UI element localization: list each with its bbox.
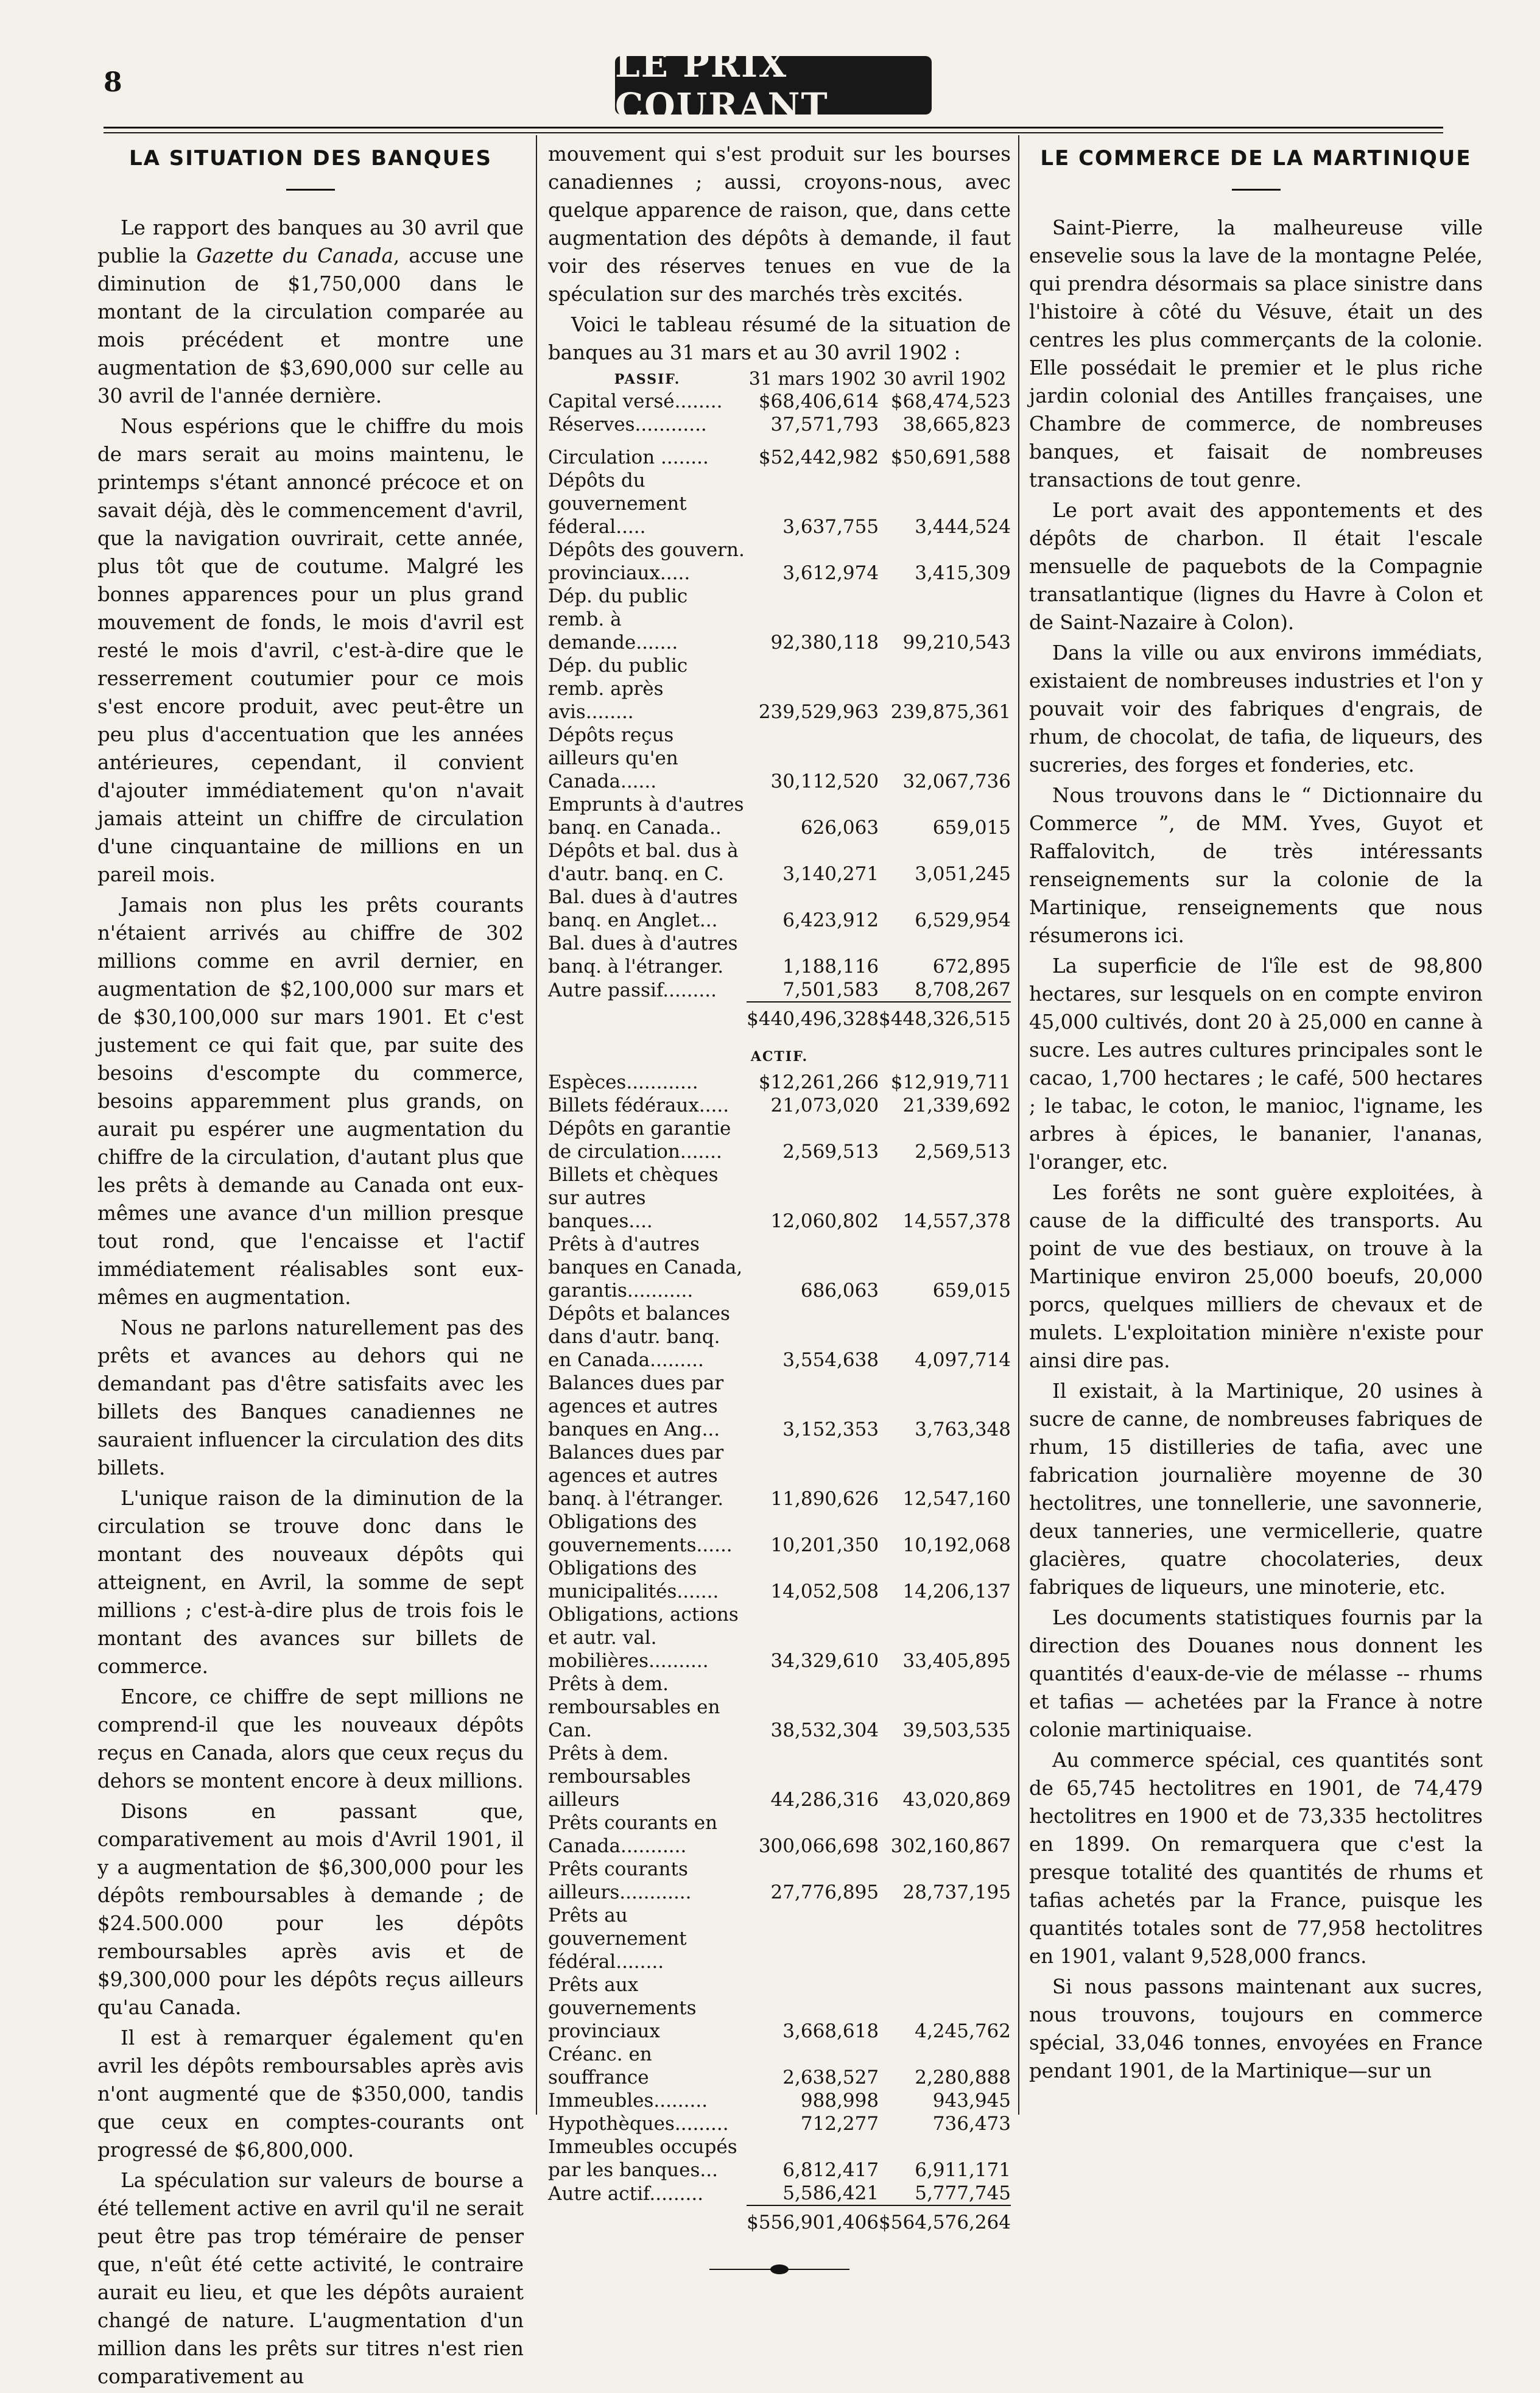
actif-rows xyxy=(548,1071,1011,2205)
value-mars: 3,554,638 xyxy=(782,1349,879,1371)
paragraph: Il existait, à la Martinique, 20 usines à sucre de canne, de nombreuses fabriques de rhum, 15 distilleries de tafia, avec une fabrication journalière moyenne de 30 hectolitres, une tonnellerie, une savonnerie, deux tanneries, une vermicellerie, quatre glacières, quatre chocolateries, deux fabriques de liqueurs, une minoterie, etc. xyxy=(1029,1380,1483,1599)
table-row xyxy=(548,585,1011,654)
table-row xyxy=(548,469,1011,538)
table-row xyxy=(548,2182,1011,2205)
value-mars: $68,406,614 xyxy=(758,390,879,412)
value-avril: $50,691,588 xyxy=(890,446,1011,468)
row-label: Prêts courants ailleurs............ xyxy=(548,1858,692,1903)
masthead-logo: LE PRIX COURANT xyxy=(615,56,932,115)
value-mars: $12,261,266 xyxy=(758,1071,879,1093)
heading-rule xyxy=(1232,189,1281,191)
value-mars: 1,188,116 xyxy=(782,956,879,978)
column-banques xyxy=(97,140,524,2393)
passif-total-mars: $440,496,328 xyxy=(747,1002,879,1034)
paragraph: Les forêts ne sont guère exploitées, à cause de la difficulté des transports. Au point de vue des bestiaux, on trouve à la Martinique environ 25,000 boeufs, 20,000 porcs, quelques milliers de chevaux et de mulets. L'exploitation minière n'existe pour ainsi dire pas. xyxy=(1029,1181,1483,1372)
value-avril: 3,415,309 xyxy=(915,562,1011,584)
table-row xyxy=(548,724,1011,793)
gap-cell xyxy=(548,436,1011,446)
table-row xyxy=(548,1811,1011,1858)
value-avril: $68,474,523 xyxy=(890,390,1011,412)
value-avril: 43,020,869 xyxy=(902,1789,1011,1811)
table-row xyxy=(548,390,1011,413)
table-row xyxy=(548,2089,1011,2112)
value-avril: 14,206,137 xyxy=(902,1581,1011,1602)
bank-statement-table xyxy=(548,369,1011,2238)
heading-rule xyxy=(286,189,335,191)
column-header-avril: 30 avril 1902 xyxy=(883,368,1007,390)
row-label: Autre actif......... xyxy=(548,2183,704,2205)
table-row xyxy=(548,839,1011,886)
value-avril: 3,051,245 xyxy=(915,863,1011,885)
value-avril: 659,015 xyxy=(932,1280,1011,1302)
table-row xyxy=(548,2135,1011,2182)
paragraph: Saint-Pierre, la malheureuse ville ensevelie sous la lave de la montagne Pelée, qui prendra désormais sa place sinistre dans l'histoire à côté du Vésuve, était un des centres les plus commerçants de la colonie. Elle possédait le premier et le plus riche jardin colonial des Antilles françaises, une Chambre de commerce, de nombreuses banques, et faisait de nombreuses transactions de tout genre. xyxy=(1029,216,1483,492)
paragraph: Jamais non plus les prêts courants n'étaient arrivés au chiffre de 302 millions comme en avril dernier, en augmentation de $2,100,000 sur mars et de $30,100,000 sur mars 1901. Et c'est justement ce qui fait que, par suite des besoins d'escompte du commerce, besoins apparemment plus grands, on aurait pu espérer une augmentation du chiffre de la circulation, d'autant plus que les prêts à demande au Canada ont eux-mêmes une avance d'un million presque tout rond, que l'encaisse et l'actif immédiatement réalisables sont eux-mêmes en augmentation. xyxy=(97,893,524,1309)
value-mars: 712,277 xyxy=(800,2113,879,2135)
value-mars: 5,586,421 xyxy=(782,2182,879,2204)
value-mars: 686,063 xyxy=(800,1280,879,1302)
table-row xyxy=(548,1233,1011,1302)
table-header-row xyxy=(548,369,1011,390)
row-label: Dép. du public remb. après avis........ xyxy=(548,655,688,723)
row-label: Espèces............ xyxy=(548,1071,698,1093)
value-avril: 14,557,378 xyxy=(902,1210,1011,1232)
row-label: Capital versé........ xyxy=(548,390,723,412)
row-label: Prêts à dem. remboursables en Can. xyxy=(548,1673,720,1741)
paragraph: Les documents statistiques fournis par la direction des Douanes nous donnent les quantités d'eaux-de-vie de mélasse -- rhums et tafias — achetées par la France à notre colonie martiniquaise. xyxy=(1029,1606,1483,1741)
value-avril: 302,160,867 xyxy=(890,1835,1011,1857)
table-row xyxy=(548,1094,1011,1117)
value-avril: 28,737,195 xyxy=(902,1881,1011,1903)
value-mars: 44,286,316 xyxy=(770,1789,879,1811)
value-mars: 6,423,912 xyxy=(782,909,879,931)
row-label: Immeubles occupés par les banques... xyxy=(548,2136,737,2181)
value-mars: 34,329,610 xyxy=(770,1650,879,1672)
value-mars: 6,812,417 xyxy=(782,2159,879,2181)
table-row xyxy=(548,1071,1011,1094)
row-label: Dép. du public remb. à demande....... xyxy=(548,585,688,654)
column-martinique xyxy=(1029,140,1483,2087)
table-row xyxy=(548,538,1011,585)
table-row xyxy=(548,1117,1011,1163)
value-mars: 37,571,793 xyxy=(770,414,879,435)
paragraph: Nous trouvons dans le “ Dictionnaire du Commerce ”, de MM. Yves, Guyot et Raffalovitch, de très intéressants renseignements sur la colonie de la Martinique, renseignements que nous résumerons ici. xyxy=(1029,784,1483,947)
value-avril: 4,245,762 xyxy=(915,2020,1011,2042)
table-row xyxy=(548,413,1011,436)
paragraph: Si nous passons maintenant aux sucres, nous trouvons, toujours en commerce spécial, 33,046 tonnes, envoyées en France pendant 1901, de la Martinique—sur un xyxy=(1029,1975,1483,2082)
column-header-mars: 31 mars 1902 xyxy=(748,368,877,390)
value-avril: 33,405,895 xyxy=(902,1650,1011,1672)
column-separator-2 xyxy=(1018,135,1019,2115)
table-row xyxy=(548,446,1011,469)
value-avril: 39,503,535 xyxy=(902,1719,1011,1741)
value-mars: 12,060,802 xyxy=(770,1210,879,1232)
row-label: Dépôts et balances dans d'autr. banq. en Canada......... xyxy=(548,1303,730,1371)
row-label: Hypothèques......... xyxy=(548,2113,729,2135)
value-mars: 626,063 xyxy=(800,817,879,839)
row-label: Circulation ........ xyxy=(548,446,709,468)
actif-total-row xyxy=(548,2205,1011,2238)
row-label: Immeubles......... xyxy=(548,2090,708,2112)
row-label: Réserves............ xyxy=(548,414,707,435)
passif-label: PASSIF. xyxy=(614,372,681,387)
table-row xyxy=(548,886,1011,932)
paragraph: Encore, ce chiffre de sept millions ne comprend-il que les nouveaux dépôts reçus en Canada, alors que ceux reçus du dehors se montent encore à deux millions. xyxy=(97,1685,524,1792)
value-avril: 2,569,513 xyxy=(915,1141,1011,1163)
row-label: Prêts à dem. remboursables ailleurs xyxy=(548,1743,691,1811)
row-label: Billets et chèques sur autres banques.... xyxy=(548,1164,719,1232)
value-avril: 672,895 xyxy=(932,956,1011,978)
row-label: Dépôts reçus ailleurs qu'en Canada...... xyxy=(548,724,678,792)
row-label: Bal. dues à d'autres banq. en Anglet... xyxy=(548,886,738,931)
value-mars: 3,140,271 xyxy=(782,863,879,885)
row-label: Prêts à d'autres banques en Canada, garantis........... xyxy=(548,1233,743,1302)
passif-total-row xyxy=(548,1002,1011,1034)
value-mars: 3,612,974 xyxy=(782,562,879,584)
table-row xyxy=(548,1973,1011,2043)
table-row xyxy=(548,1441,1011,1510)
row-label: Créanc. en souffrance xyxy=(548,2043,652,2088)
table-row xyxy=(548,1510,1011,1557)
value-avril: 659,015 xyxy=(932,817,1011,839)
row-label: Emprunts à d'autres banq. en Canada.. xyxy=(548,794,744,839)
table-row xyxy=(548,932,1011,978)
row-label: Prêts au gouvernement fédéral........ xyxy=(548,1905,687,1973)
row-label: Prêts aux gouvernements provinciaux xyxy=(548,1974,697,2042)
value-mars: 3,668,618 xyxy=(782,2020,879,2042)
paragraph: Le port avait des appontements et des dépôts de charbon. Il était l'escale mensuelle de paquebots de la Compagnie transatlantique (lignes du Havre à Colon et de Saint-Nazaire à Colon). xyxy=(1029,499,1483,634)
paragraph: La superficie de l'île est de 98,800 hectares, sur lesquels on en compte environ 45,000 cultivés, dont 20 à 25,000 en canne à sucre. Les autres cultures principales sont le cacao, 1,700 hectares ; le café, 500 hectares ; le tabac, le coton, le manioc, l'igname, les arbres à épices, le bananier, l'ananas, l'oranger, etc. xyxy=(1029,954,1483,1174)
value-avril: 32,067,736 xyxy=(902,770,1011,792)
table-row xyxy=(548,1163,1011,1233)
value-avril: 6,529,954 xyxy=(915,909,1011,931)
value-mars: 30,112,520 xyxy=(770,770,879,792)
table-row xyxy=(548,1302,1011,1372)
value-avril: 8,708,267 xyxy=(915,979,1011,1001)
value-avril: 3,763,348 xyxy=(915,1419,1011,1440)
paragraph: Il est à remarquer également qu'en avril les dépôts remboursables après avis n'ont augmenté que de $350,000, tandis que ceux en comptes-courants ont progressé de $6,800,000. xyxy=(97,2026,524,2162)
actif-label: ACTIF. xyxy=(750,1049,809,1065)
row-label: Balances dues par agences et autres banques en Ang... xyxy=(548,1372,724,1440)
value-avril: 5,777,745 xyxy=(915,2182,1011,2204)
value-mars: 21,073,020 xyxy=(770,1094,879,1116)
table-row xyxy=(548,1742,1011,1811)
actif-total-avril: $564,576,264 xyxy=(879,2205,1011,2238)
row-label: Billets fédéraux..... xyxy=(548,1094,730,1116)
value-mars: 7,501,583 xyxy=(782,979,879,1001)
table-row xyxy=(548,1904,1011,1973)
row-label: Dépôts du gouvernement féderal..... xyxy=(548,470,687,538)
value-avril: 943,945 xyxy=(932,2090,1011,2112)
paragraph: mouvement qui s'est produit sur les bourses canadiennes ; aussi, croyons-nous, avec quelque apparence de raison, que, dans cette augmentation des dépôts à demande, il faut voir des réserves tenues en vue de la spéculation sur des marchés très excités. xyxy=(548,143,1011,306)
value-avril: 12,547,160 xyxy=(902,1488,1011,1510)
total-label xyxy=(548,2205,747,2238)
value-mars: 27,776,895 xyxy=(770,1881,879,1903)
total-label xyxy=(548,1002,747,1034)
paragraph: Nous ne parlons naturellement pas des prêts et avances au dehors qui ne demandant pas d'être satisfaits avec les billets des Banques canadiennes ne sauraient influencer la circulation des dits billets. xyxy=(97,1316,524,1479)
paragraph: Nous espérions que le chiffre du mois de mars serait au moins maintenu, le printemps s'étant annoncé précoce et on savait déjà, dès le commencement d'avril, que la navigation ouvrirait, cette année, plus tôt que de coutume. Malgré les bonnes apparences pour un plus grand mouvement de fonds, le mois d'avril est resté le mois d'avril, c'est-à-dire que le resserrement coutumier pour ce mois s'est encore produit, avec peut-être un peu plus d'accentuation que les années antérieures, cependant, il convient d'ajouter immédiatement qu'on n'avait jamais atteint un chiffre de circulation d'une cinquantaine de millions en un pareil mois. xyxy=(97,415,524,886)
table-row xyxy=(548,2043,1011,2089)
end-ornament xyxy=(709,2263,849,2275)
passif-total-avril: $448,326,515 xyxy=(879,1002,1011,1034)
table-row xyxy=(548,2112,1011,2135)
value-avril: 10,192,068 xyxy=(902,1534,1011,1556)
paragraph: Au commerce spécial, ces quantités sont de 65,745 hectolitres en 1901, de 74,479 hectolitres en 1900 et de 73,335 hectolitres en 1899. On remarquera que c'est la presque totalité des quantités de rhums et tafias achetés par la France, puisque les quantités totales sont de 77,958 hectolitres en 1901, valant 9,528,000 francs. xyxy=(1029,1749,1483,1968)
row-label: Dépôts et bal. dus à d'autr. banq. en C. xyxy=(548,840,739,885)
table-row xyxy=(548,1672,1011,1742)
row-label: Dépôts des gouvern. provinciaux..... xyxy=(548,539,745,584)
value-mars xyxy=(747,1904,879,1973)
row-gap xyxy=(548,436,1011,446)
table-row xyxy=(548,1372,1011,1441)
table-row xyxy=(548,978,1011,1002)
value-mars: 14,052,508 xyxy=(770,1581,879,1602)
value-mars: 3,152,353 xyxy=(782,1419,879,1440)
value-mars: 3,637,755 xyxy=(782,516,879,538)
paragraph: Le rapport des banques au 30 avril que publie la Gazette du Canada, accuse une diminution de $1,750,000 dans le montant de la circulation comparée au mois précédent et montre une augmentation de $3,690,000 sur celle au 30 avril de l'année dernière. xyxy=(97,216,524,407)
paragraph: La spéculation sur valeurs de bourse a été tellement active en avril qu'il ne serait peut être pas trop téméraire de penser que, n'eût été cette activité, le contraire aurait eu lieu, et que les dépôts auraient changé de nature. L'augmentation d'un million dans les prêts sur titres n'est rien comparativement au xyxy=(97,2169,524,2388)
value-avril: 239,875,361 xyxy=(890,701,1011,723)
value-mars: 11,890,626 xyxy=(770,1488,879,1510)
paragraph: Voici le tableau résumé de la situation de banques au 31 mars et au 30 avril 1902 : xyxy=(548,313,1011,364)
top-rule xyxy=(104,127,1443,133)
value-avril: 38,665,823 xyxy=(902,414,1011,435)
value-mars: $52,442,982 xyxy=(758,446,879,468)
table-row xyxy=(548,654,1011,724)
value-avril: 21,339,692 xyxy=(902,1094,1011,1116)
actif-section-row xyxy=(548,1034,1011,1071)
row-label: Dépôts en garantie de circulation....... xyxy=(548,1118,731,1163)
value-avril xyxy=(879,1904,1011,1973)
page-number: 8 xyxy=(104,67,122,98)
table-row xyxy=(548,793,1011,839)
row-label: Autre passif......... xyxy=(548,979,717,1001)
paragraph: Disons en passant que, comparativement au mois d'Avril 1901, il y a augmentation de $6,300,000 pour les dépôts remboursables à demande ; de $24.500.000 pour les dépôts remboursables après avis et de $9,300,000 pour les dépôts reçus ailleurs qu'au Canada. xyxy=(97,1800,524,2019)
value-mars: 2,569,513 xyxy=(782,1141,879,1163)
value-avril: 99,210,543 xyxy=(902,632,1011,654)
row-label: Obligations des municipalités....... xyxy=(548,1557,719,1602)
value-avril: 2,280,888 xyxy=(915,2067,1011,2088)
row-label: Balances dues par agences et autres banq. à l'étranger. xyxy=(548,1442,724,1510)
table-row xyxy=(548,1603,1011,1672)
article-heading-banques: LA SITUATION DES BANQUES xyxy=(128,146,493,171)
value-mars: 239,529,963 xyxy=(758,701,879,723)
value-mars: 38,532,304 xyxy=(770,1719,879,1741)
value-mars: 92,380,118 xyxy=(770,632,879,654)
row-label: Prêts courants en Canada........... xyxy=(548,1812,718,1857)
row-label: Bal. dues à d'autres banq. à l'étranger. xyxy=(548,932,738,978)
paragraph: Dans la ville ou aux environs immédiats, existaient de nombreuses industries et l'on y pouvait voir des fabriques d'engrais, de rhum, de chocolat, de tafia, de liqueurs, des sucreries, des forges et fonderies, etc. xyxy=(1029,641,1483,777)
value-mars: 10,201,350 xyxy=(770,1534,879,1556)
value-avril: 3,444,524 xyxy=(915,516,1011,538)
passif-rows xyxy=(548,390,1011,1002)
value-mars: 988,998 xyxy=(800,2090,879,2112)
value-mars: 300,066,698 xyxy=(758,1835,879,1857)
row-label: Obligations des gouvernements...... xyxy=(548,1511,733,1556)
table-row xyxy=(548,1858,1011,1904)
column-tableau xyxy=(548,140,1011,2275)
article-heading-martinique: LE COMMERCE DE LA MARTINIQUE xyxy=(1040,146,1472,171)
value-avril: 6,911,171 xyxy=(915,2159,1011,2181)
table-row xyxy=(548,1557,1011,1603)
column-separator-1 xyxy=(536,135,537,2115)
value-avril: $12,919,711 xyxy=(890,1071,1011,1093)
value-avril: 736,473 xyxy=(932,2113,1011,2135)
value-mars: 2,638,527 xyxy=(782,2067,879,2088)
actif-total-mars: $556,901,406 xyxy=(747,2205,879,2238)
paragraph: L'unique raison de la diminution de la circulation se trouve donc dans le montant des nouveaux dépôts qui atteignent, en Avril, la somme de sept millions ; c'est-à-dire plus de trois fois le montant des avances sur billets de commerce. xyxy=(97,1487,524,1678)
value-avril: 4,097,714 xyxy=(915,1349,1011,1371)
row-label: Obligations, actions et autr. val. mobilières.......... xyxy=(548,1604,739,1672)
